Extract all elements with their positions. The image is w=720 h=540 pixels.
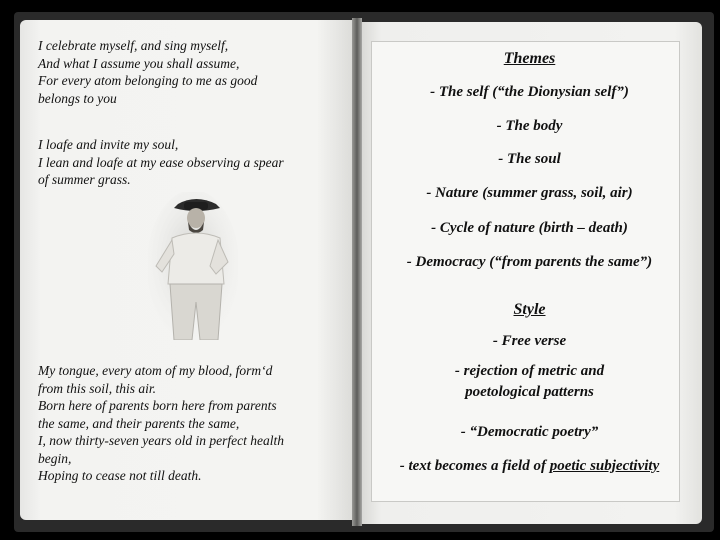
poem-stanza-3: My tongue, every atom of my blood, form‘d from this soil, this air. Born here of parents born here from parents the same, and their parents the same, I, now thirty-seven years old in perfect health begin, Hoping to cease not till death. bbox=[38, 363, 284, 483]
style-item-text: - text becomes a field of bbox=[399, 458, 550, 474]
style-item-last bbox=[357, 458, 702, 475]
style-item: - “Democratic poetry” bbox=[460, 424, 599, 440]
style-item: - Free verse bbox=[492, 333, 567, 349]
theme-item: - The soul bbox=[498, 151, 561, 167]
poem-stanza-1: I celebrate myself, and sing myself, And what I assume you shall assume, For every atom belonging to me as good belongs to you bbox=[38, 38, 258, 106]
theme-item: - The self (“the Dionysian self”) bbox=[430, 84, 629, 100]
underlined-phrase: poetic subjectivity bbox=[549, 458, 660, 474]
theme-item: - Cycle of nature (birth – death) bbox=[431, 220, 628, 236]
theme-item: - The body bbox=[496, 118, 563, 134]
poet-portrait bbox=[148, 192, 238, 340]
themes-heading: Themes bbox=[503, 50, 556, 67]
poem-stanza-2: I loafe and invite my soul, I lean and loafe at my ease observing a spear of summer grass. bbox=[38, 137, 284, 187]
theme-item: - Nature (summer grass, soil, air) bbox=[426, 185, 633, 201]
style-heading: Style bbox=[513, 301, 546, 318]
style-item: - rejection of metric and poetological patterns bbox=[454, 363, 605, 400]
theme-item: - Democracy (“from parents the same”) bbox=[406, 254, 653, 270]
